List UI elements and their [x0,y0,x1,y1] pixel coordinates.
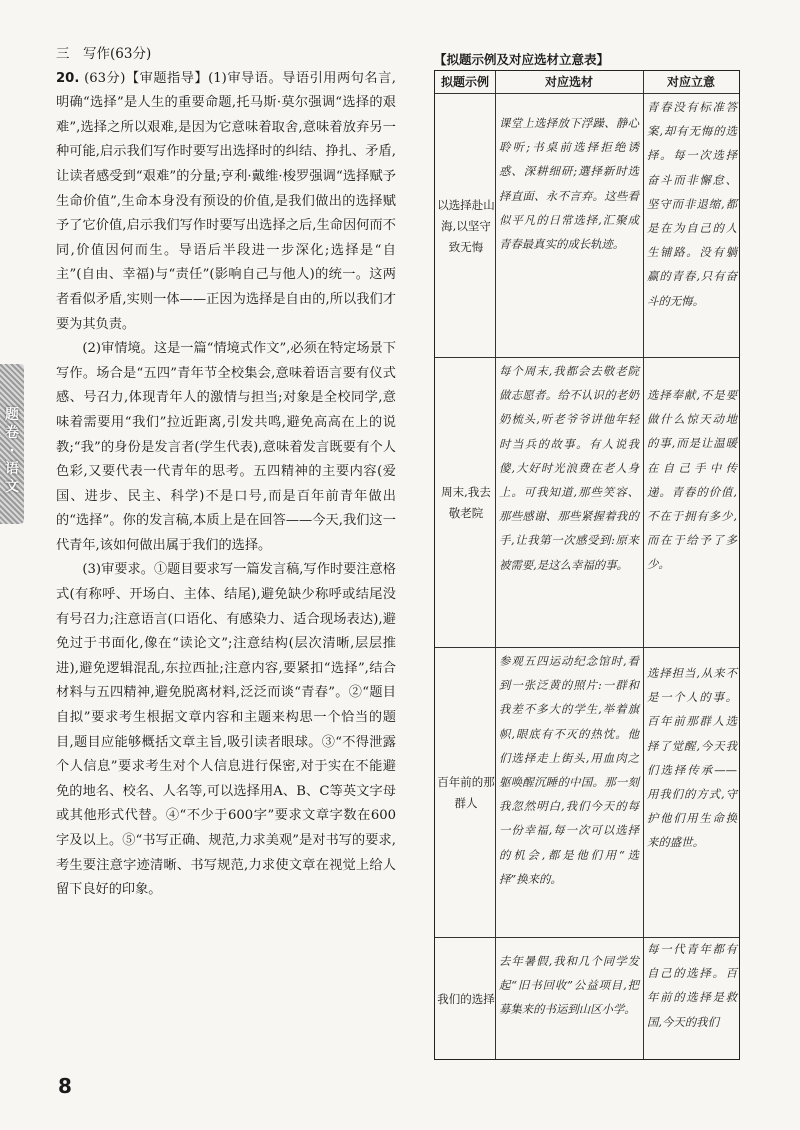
header-divider [435,93,739,94]
row-divider [435,647,739,648]
row-divider [435,357,739,358]
row-4-material: 去年暑假,我和几个同学发起“旧书回收”公益项目,把募集来的书运到山区小学。 [499,954,639,1017]
table-title: 【拟题示例及对应选材立意表】 [434,52,610,67]
paragraph-3: (3)审要求。①题目要求写一篇发言稿,写作时要注意格式(有称呼、开场白、主体、结尾),避免缺少称呼或结尾没有号召力;注意语言(口语化、有感染力、适合现场表达),避免过于书面化,像在“读论文”;注意结构(层次清晰,层层推进),避免逻辑混乱,东拉西扯;注意内容,要紧扣“选择”,结合材料与五四精神,避免脱离材料,泛泛而谈“青春”。②“题目自拟”要求考生根据文章内容和主题来构思一个恰当的题目,题目应能够概括文章主旨,吸引读者眼球。③“不得泄露个人信息”要求考生对个人信息进行保密,对于实在不能避免的地名、校名、人名等,可以选择用A、B、C等英文字母或其他形式代替。④“不少于600字”要求文章字数在600字及以上。⑤“书写正确、规范,力求美观”是对书写的要求,考生要注意字迹清晰、书写规范,力求使文章在视觉上给人留下良好的印象。 [56,562,396,898]
row-1-point: 青春没有标准答案,却有无悔的选择。每一次选择奋斗而非懈怠、坚守而非退缩,都是在为自己的人生铺路。没有躺赢的青春,只有奋斗的无悔。 [647,100,737,308]
paragraph-1-text: (63分)【审题指导】(1)审导语。导语引用两句名言,明确“选择”是人生的重要命题,托马斯·莫尔强调“选择的艰难”,选择之所以艰难,是因为它意味着取舍,意味着放弃另一种可能,启示我们写作时要写出选择时的纠结、挣扎、矛盾,让读者感受到“艰难”的分量;亨利·戴维·梭罗强调“选择赋予生命价值”,生命本身没有预设的价值,是我们做出的选择赋予了它价值,启示我们写作时要写出选择之后,生命因何而不同,价值因何而生。导语后半段进一步深化;选择是“自主”(自由、幸福)与“责任”(影响自己与他人)的统一。这两者看似矛盾,实则一体——正因为选择是自由的,所以我们才要为其负责。 [56,70,396,332]
row-3-theme: 百年前的那群人 [437,775,495,810]
row-4-theme: 我们的选择 [437,991,495,1006]
header-theme: 拟题示例 [440,75,489,89]
side-tab [0,364,24,524]
column-divider [495,71,496,1059]
row-4-point: 每一代青年都有自己的选择。百年前的选择是救国,今天的我们 [647,942,737,1029]
row-3-material: 参观五四运动纪念馆时,看到一张泛黄的照片:一群和我差不多大的学生,举着旗帜,眼底有不灭的热忱。他们选择走上街头,用血肉之躯唤醒沉睡的中国。那一刻我忽然明白,我们今天的每一份幸福,每一次可以选择的机会,都是他们用“选择”换来的。 [499,654,639,886]
header-point: 对应立意 [666,75,715,89]
row-2-theme: 周末,我去敬老院 [441,485,491,520]
topic-table [434,70,740,1060]
row-1-material: 课堂上选择放下浮躁、静心聆听;书桌前选择拒绝诱惑、深耕细研;選择新时选择直面、永不言弃。这些看似平凡的日常选择,汇聚成青春最真实的成长轨迹。 [499,116,639,252]
row-2-material: 每个周末,我都会去敬老院做志愿者。给不认识的老奶奶梳头,听老爷爷讲他年轻时当兵的故事。有人说我傻,大好时光浪费在老人身上。可我知道,那些笑容、那些感谢、那些紧握着我的手,让我第一次感受到:原来被需要,是这么幸福的事。 [499,364,639,572]
page-number: 8 [58,1074,72,1098]
paragraph-2: (2)审情境。这是一篇“情境式作文”,必须在特定场景下写作。场合是“五四”青年节全校集会,意味着语言要有仪式感、号召力,体现青年人的激情与担当;对象是全校同学,意味着需要用“我们”拉近距离,引发共鸣,避免高高在上的说教;“我”的身份是发言者(学生代表),意味着发言既要有个人色彩,又要代表一代青年的思考。五四精神的主要内容(爱国、进步、民主、科学)不是口号,而是百年前青年做出的“选择”。你的发言稿,本质上是在回答——今天,我们这一代青年,该如何做出属于我们的选择。 [56,341,396,553]
row-2-point: 选择奉献,不是要做什么惊天动地的事,而是让温暖在自己手中传递。青春的价值,不在于拥有多少,而在于给予了多少。 [647,388,737,572]
answer-column [56,42,396,903]
section-title: 三 写作(63分) [56,46,152,62]
header-material: 对应选材 [544,75,593,89]
paragraph-1 [56,67,396,338]
question-number: 20. [56,70,80,86]
side-tab-label: 题卷·语文 [5,407,19,495]
row-3-point: 选择担当,从来不是一个人的事。百年前那群人选择了觉醒,今天我们选择传承——用我们的方式,守护他们用生命换来的盛世。 [647,666,737,850]
row-1-theme: 以选择赴山海,以坚守致无悔 [437,197,495,254]
column-divider [643,71,644,1059]
